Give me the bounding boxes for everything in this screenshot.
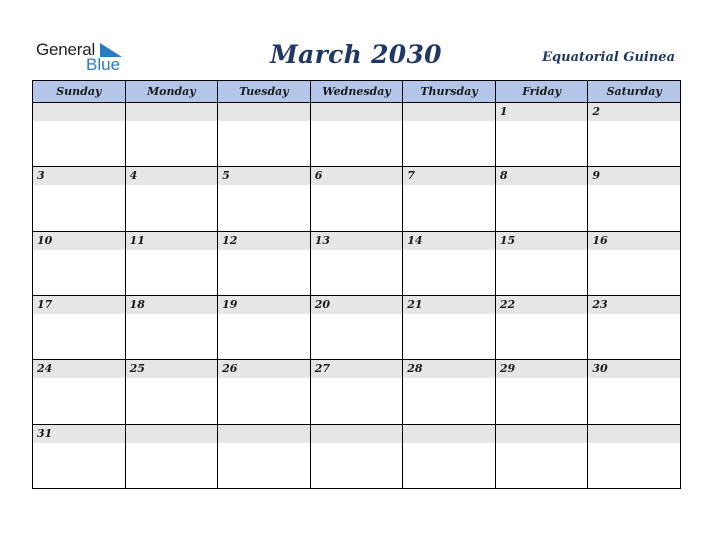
- day-number: 17: [33, 296, 125, 314]
- day-number: 11: [126, 232, 218, 250]
- day-cell: [495, 231, 588, 295]
- day-cell: [218, 231, 311, 295]
- day-cell: [588, 295, 681, 359]
- day-number: 8: [496, 167, 588, 185]
- week-row: [33, 424, 681, 488]
- day-number: 10: [33, 232, 125, 250]
- week-row: [33, 167, 681, 231]
- day-number: 13: [311, 232, 403, 250]
- day-cell: [125, 167, 218, 231]
- day-number: [33, 103, 125, 121]
- day-number: 27: [311, 360, 403, 378]
- day-number: 1: [496, 103, 588, 121]
- day-number: [403, 103, 495, 121]
- day-cell: [495, 360, 588, 424]
- day-cell: [310, 360, 403, 424]
- week-row: [33, 103, 681, 167]
- weekday-tuesday: Tuesday: [218, 81, 311, 103]
- day-number: 31: [33, 425, 125, 443]
- day-number: 19: [218, 296, 310, 314]
- day-cell: [218, 295, 311, 359]
- day-number: 5: [218, 167, 310, 185]
- weekday-thursday: Thursday: [403, 81, 496, 103]
- day-number: 16: [588, 232, 680, 250]
- day-number: [311, 103, 403, 121]
- day-number: [588, 425, 680, 443]
- calendar-title: March 2030: [270, 40, 442, 69]
- day-number: 4: [126, 167, 218, 185]
- day-number: [218, 103, 310, 121]
- day-cell: [495, 167, 588, 231]
- day-cell: [125, 360, 218, 424]
- day-cell: [310, 295, 403, 359]
- calendar-grid: [32, 80, 681, 489]
- day-cell: [403, 103, 496, 167]
- weekday-saturday: Saturday: [588, 81, 681, 103]
- day-number: 6: [311, 167, 403, 185]
- day-cell: [33, 231, 126, 295]
- logo-text-general: General: [36, 40, 96, 59]
- weekday-monday: Monday: [125, 81, 218, 103]
- day-number: 21: [403, 296, 495, 314]
- day-number: 18: [126, 296, 218, 314]
- day-cell: [495, 424, 588, 488]
- day-number: 24: [33, 360, 125, 378]
- weekday-wednesday: Wednesday: [310, 81, 403, 103]
- day-cell: [125, 103, 218, 167]
- day-number: 14: [403, 232, 495, 250]
- day-number: 30: [588, 360, 680, 378]
- logo-text-blue: Blue: [86, 55, 121, 74]
- day-number: 23: [588, 296, 680, 314]
- day-cell: [588, 103, 681, 167]
- day-number: 15: [496, 232, 588, 250]
- day-cell: [403, 231, 496, 295]
- day-cell: [310, 231, 403, 295]
- day-cell: [495, 295, 588, 359]
- day-cell: [495, 103, 588, 167]
- day-number: 28: [403, 360, 495, 378]
- day-cell: [125, 295, 218, 359]
- day-number: 12: [218, 232, 310, 250]
- weekday-friday: Friday: [495, 81, 588, 103]
- day-cell: [588, 167, 681, 231]
- weekday-sunday: Sunday: [33, 81, 126, 103]
- day-cell: [403, 295, 496, 359]
- day-number: 26: [218, 360, 310, 378]
- day-number: 9: [588, 167, 680, 185]
- day-cell: [310, 424, 403, 488]
- day-number: [311, 425, 403, 443]
- week-row: [33, 360, 681, 424]
- day-cell: [33, 167, 126, 231]
- day-number: 2: [588, 103, 680, 121]
- country-name: Equatorial Guinea: [542, 50, 675, 65]
- day-cell: [218, 103, 311, 167]
- day-cell: [310, 167, 403, 231]
- day-number: [218, 425, 310, 443]
- day-number: 3: [33, 167, 125, 185]
- week-row: [33, 295, 681, 359]
- day-cell: [588, 360, 681, 424]
- day-cell: [125, 231, 218, 295]
- day-cell: [218, 167, 311, 231]
- day-number: [126, 103, 218, 121]
- day-number: 7: [403, 167, 495, 185]
- day-cell: [588, 231, 681, 295]
- day-number: [126, 425, 218, 443]
- day-number: 20: [311, 296, 403, 314]
- day-cell: [33, 360, 126, 424]
- day-cell: [588, 424, 681, 488]
- day-cell: [218, 360, 311, 424]
- day-cell: [218, 424, 311, 488]
- day-number: 25: [126, 360, 218, 378]
- day-cell: [403, 167, 496, 231]
- weekday-header-row: [33, 81, 681, 103]
- day-cell: [310, 103, 403, 167]
- day-cell: [33, 424, 126, 488]
- day-cell: [403, 360, 496, 424]
- day-number: [403, 425, 495, 443]
- day-cell: [33, 295, 126, 359]
- day-number: [496, 425, 588, 443]
- week-row: [33, 231, 681, 295]
- day-number: 22: [496, 296, 588, 314]
- day-cell: [125, 424, 218, 488]
- day-cell: [403, 424, 496, 488]
- day-number: 29: [496, 360, 588, 378]
- day-cell: [33, 103, 126, 167]
